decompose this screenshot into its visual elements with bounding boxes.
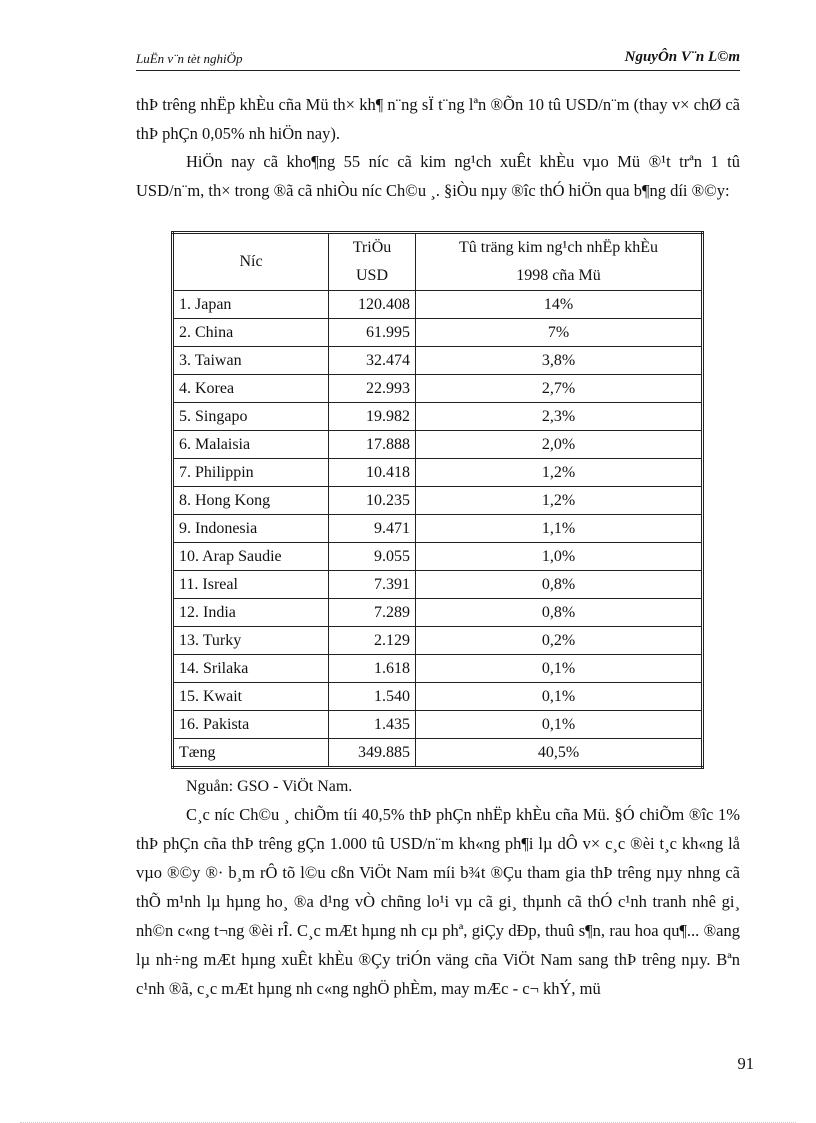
cell-usd: 2.129	[329, 627, 416, 655]
cell-usd: 19.982	[329, 403, 416, 431]
cell-usd: 1.618	[329, 655, 416, 683]
header-thesis-title: LuËn v¨n tèt nghiÖp	[136, 51, 243, 66]
cell-usd: 9.471	[329, 515, 416, 543]
table-row	[173, 683, 703, 711]
table-row	[173, 627, 703, 655]
table-row	[173, 571, 703, 599]
table-row	[173, 431, 703, 459]
cell-share: 1,1%	[416, 515, 703, 543]
cell-country: 13. Turky	[173, 627, 329, 655]
cell-usd: 1.435	[329, 711, 416, 739]
table-row	[173, 375, 703, 403]
page-number: 91	[737, 1054, 754, 1073]
cell-usd: 120.408	[329, 291, 416, 319]
cell-country: 12. India	[173, 599, 329, 627]
cell-country: 11. Isreal	[173, 571, 329, 599]
cell-usd: 10.235	[329, 487, 416, 515]
cell-share: 0,1%	[416, 683, 703, 711]
header-country: Níc	[173, 233, 329, 291]
cell-usd: 17.888	[329, 431, 416, 459]
cell-country: 16. Pakista	[173, 711, 329, 739]
table-header-row	[173, 233, 703, 291]
page-header	[136, 48, 740, 71]
table-row	[173, 487, 703, 515]
cell-country: 8. Hong Kong	[173, 487, 329, 515]
cell-share: 0,8%	[416, 571, 703, 599]
cell-country: 9. Indonesia	[173, 515, 329, 543]
table-row	[173, 711, 703, 739]
cell-share: 0,1%	[416, 711, 703, 739]
cell-share: 0,2%	[416, 627, 703, 655]
header-share	[416, 233, 703, 291]
paragraph-2: HiÖn nay cã kho¶ng 55 níc cã kim ng¹ch xuÊt khÈu vµo Mü ®¹t trªn 1 tû USD/n¨m, th× trong ®ã cã nhiÒu níc Ch©u ¸. §iÒu nµy ®îc thÓ hiÖn qua b¶ng díi ®©y:	[136, 152, 740, 200]
import-share-table	[171, 231, 704, 769]
cell-share: 7%	[416, 319, 703, 347]
header-usd	[329, 233, 416, 291]
cell-country: 6. Malaisia	[173, 431, 329, 459]
cell-share: 3,8%	[416, 347, 703, 375]
header-author-name: NguyÔn V¨n L©m	[624, 49, 740, 65]
cell-usd: 7.391	[329, 571, 416, 599]
cell-country: 14. Srilaka	[173, 655, 329, 683]
table-row	[173, 543, 703, 571]
cell-country: 1. Japan	[173, 291, 329, 319]
cell-share: 2,3%	[416, 403, 703, 431]
table-body	[173, 291, 703, 768]
cell-share: 1,0%	[416, 543, 703, 571]
cell-country: Tæng	[173, 739, 329, 768]
table-row	[173, 319, 703, 347]
table-row	[173, 291, 703, 319]
table-row	[173, 403, 703, 431]
cell-country: 3. Taiwan	[173, 347, 329, 375]
header-usd-line1: TriÖu	[352, 239, 392, 256]
cell-share: 1,2%	[416, 487, 703, 515]
cell-usd: 32.474	[329, 347, 416, 375]
cell-country: 2. China	[173, 319, 329, 347]
cell-usd: 1.540	[329, 683, 416, 711]
cell-country: 4. Korea	[173, 375, 329, 403]
cell-country: 15. Kwait	[173, 683, 329, 711]
header-share-line2: 1998 cña Mü	[516, 267, 601, 284]
paragraph-3: C¸c níc Ch©u ¸ chiÕm tíi 40,5% thÞ phÇn nhËp khÈu cña Mü. §Ó chiÕm ®îc 1% thÞ phÇn cña thÞ trêng gÇn 1.000 tû USD/n¨m kh«ng ph¶i lµ dÔ v× c¸c ®èi t¸c kh«ng lå vµo ®©y ®· b¸m rÔ tõ l©u cßn ViÖt Nam míi b¾t ®Çu tham gia thÞ trêng nµy nhng cã thÕ m¹nh lµ hµng ho¸ ®a d¹ng vÒ chñng lo¹i vµ cã gi¸ thµnh cã thÓ c¹nh tranh nhê gi¸ nh©n c«ng t¬ng ®èi rÎ. C¸c mÆt hµng nh cµ phª, giÇy dÐp, thuû s¶n, rau hoa qu¶... ®ang lµ nh÷ng mÆt hµng xuÊt khÈu ®Çy triÓn väng cña ViÖt Nam sang thÞ trêng nµy. Bªn c¹nh ®ã, c¸c mÆt hµng nh c«ng nghÖ phÈm, may mÆc - c¬ khÝ, mü	[136, 805, 740, 998]
header-usd-line2: USD	[355, 267, 388, 284]
cell-usd: 61.995	[329, 319, 416, 347]
cell-usd: 10.418	[329, 459, 416, 487]
table-row	[173, 347, 703, 375]
cell-country: 10. Arap Saudie	[173, 543, 329, 571]
cell-share: 1,2%	[416, 459, 703, 487]
cell-country: 7. Philippin	[173, 459, 329, 487]
cell-share: 0,8%	[416, 599, 703, 627]
cell-usd: 22.993	[329, 375, 416, 403]
table-total-row	[173, 739, 703, 768]
cell-share: 14%	[416, 291, 703, 319]
cell-country: 5. Singapo	[173, 403, 329, 431]
table-row	[173, 515, 703, 543]
paragraph-1: thÞ trêng nhËp khÈu cña Mü th× kh¶ n¨ng sÏ t¨ng lªn ®Õn 10 tû USD/n¨m (thay v× chØ cã thÞ phÇn 0,05% nh hiÖn nay).	[136, 95, 740, 143]
cell-usd: 349.885	[329, 739, 416, 768]
cell-share: 2,0%	[416, 431, 703, 459]
table-row	[173, 599, 703, 627]
cell-share: 40,5%	[416, 739, 703, 768]
cell-usd: 7.289	[329, 599, 416, 627]
cell-usd: 9.055	[329, 543, 416, 571]
cell-share: 2,7%	[416, 375, 703, 403]
table-row	[173, 459, 703, 487]
cell-share: 0,1%	[416, 655, 703, 683]
table-row	[173, 655, 703, 683]
header-share-line1: Tû träng kim ng¹ch nhËp khÈu	[459, 239, 658, 256]
table-source: Nguån: GSO - ViÖt Nam.	[186, 778, 353, 795]
